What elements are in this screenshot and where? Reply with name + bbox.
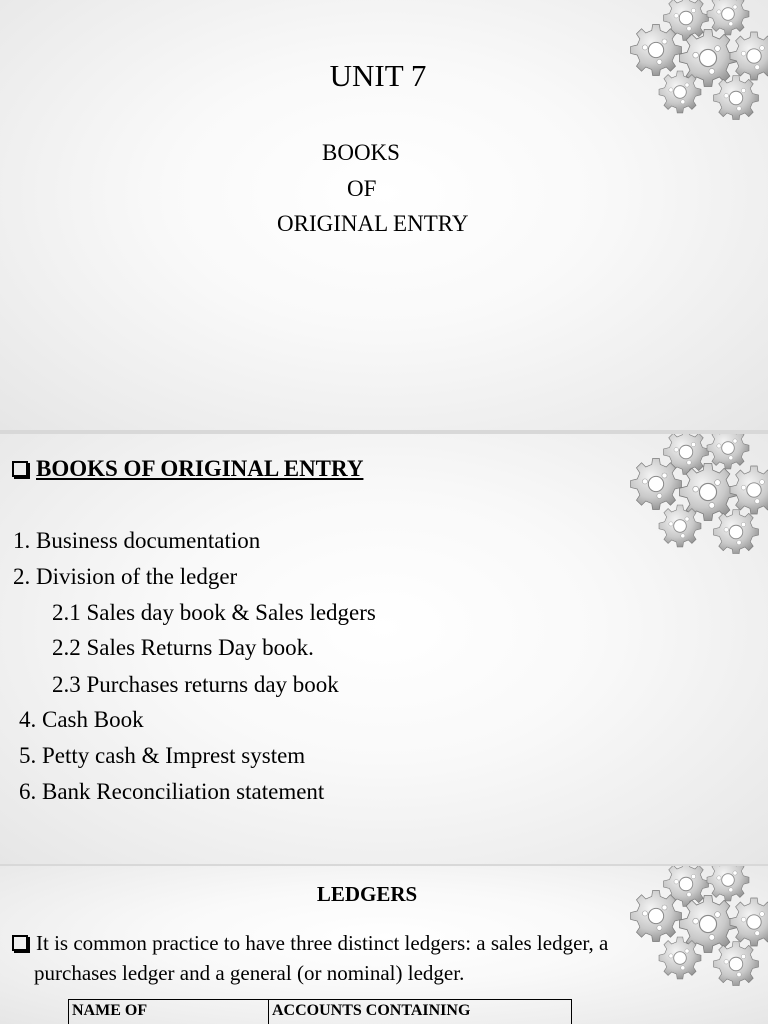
table-header-row [69,1000,572,1024]
table-header-cell: ACCOUNTS CONTAINING [269,1000,572,1024]
slide-ledgers [0,866,768,1024]
checkbox-bullet-icon [12,461,28,477]
list-item: 2. Division of the ledger [13,564,238,589]
ledgers-title: LEDGERS [316,882,418,906]
bullet-text-line-1: It is common practice to have three distinct ledgers: a sales ledger, a [36,931,609,955]
gears-icon [628,434,768,554]
slide-contents [0,434,768,864]
bullet-text-line-2: purchases ledger and a general (or nominal) ledger. [34,961,465,985]
list-item: 1. Business documentation [13,528,261,553]
list-item: 2.2 Sales Returns Day book. [52,635,314,660]
table-header-cell: NAME OF [69,1000,269,1024]
subtitle-line-1: BOOKS [322,140,400,165]
section-heading-text: BOOKS OF ORIGINAL ENTRY [36,456,364,481]
list-item: 5. Petty cash & Imprest system [19,743,306,768]
subtitle-line-3: ORIGINAL ENTRY [277,211,469,236]
list-item: 6. Bank Reconciliation statement [19,779,325,804]
checkbox-bullet-icon [12,935,28,951]
ledger-table [68,999,572,1024]
slide-title [0,0,768,430]
list-item: 4. Cash Book [19,707,144,732]
list-item: 2.3 Purchases returns day book [52,672,339,697]
section-heading [12,456,363,482]
list-item: 2.1 Sales day book & Sales ledgers [52,600,376,625]
unit-title: UNIT 7 [329,58,427,93]
bullet-paragraph [12,928,752,988]
subtitle-line-2: OF [347,176,377,201]
